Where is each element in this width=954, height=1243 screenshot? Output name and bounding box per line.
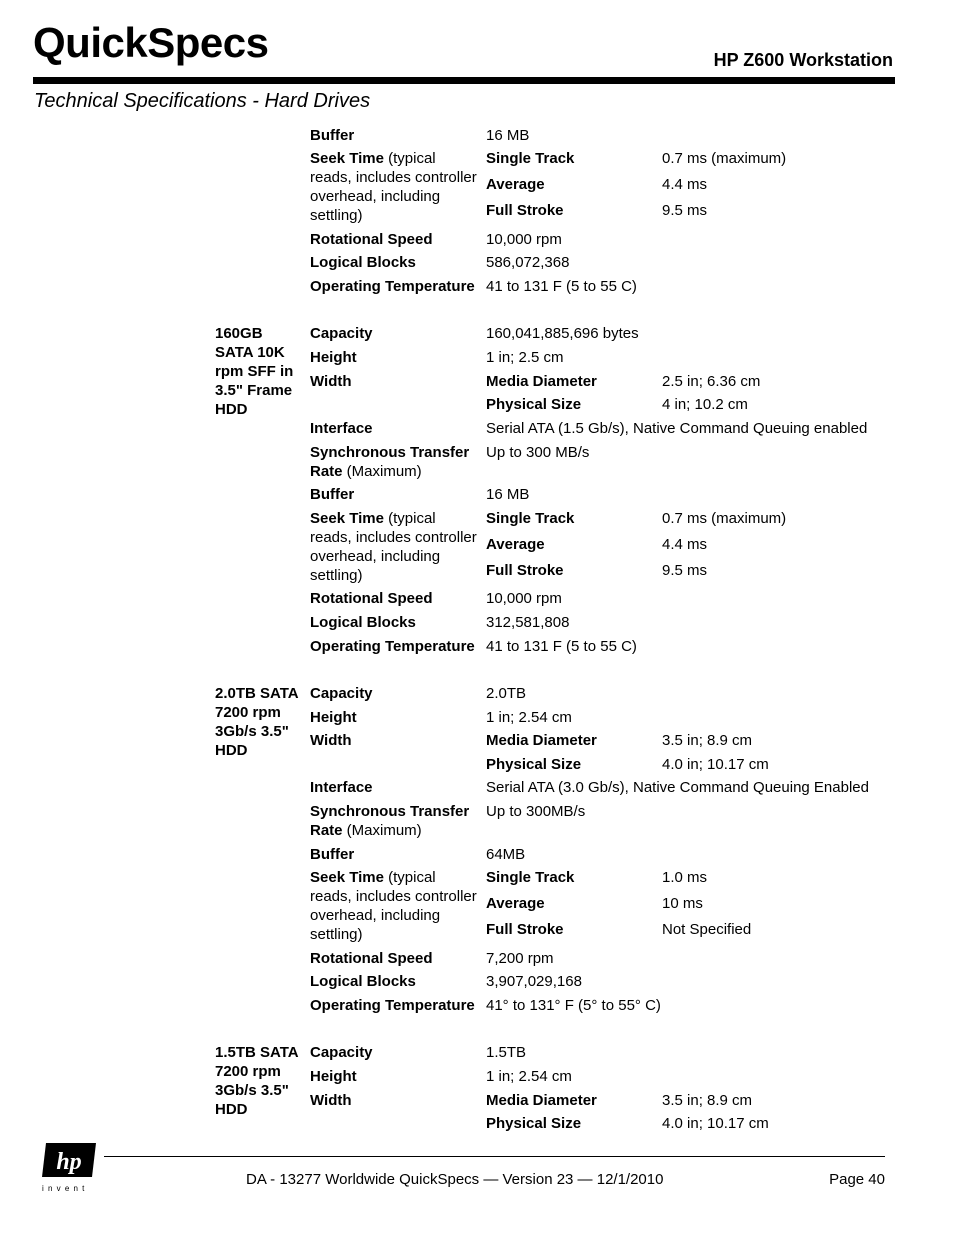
- product-name-line-2: SATA 10K: [215, 344, 285, 361]
- product-name-line-2: 7200 rpm: [215, 704, 281, 721]
- media-diameter-value: 2.5 in; 6.36 cm: [662, 373, 761, 390]
- sync-transfer-label: Synchronous Transfer: [310, 444, 470, 461]
- buffer-label: Buffer: [310, 846, 355, 863]
- width-label: Width: [310, 373, 352, 390]
- sync-transfer-label-2: [310, 462, 422, 481]
- logical-blocks-label: Logical Blocks: [310, 973, 416, 990]
- page-number: Page 40: [829, 1171, 885, 1188]
- product-name-line-3: 3Gb/s 3.5": [215, 723, 289, 740]
- operating-temp-value: 41 to 131 F (5 to 55 C): [486, 278, 637, 295]
- seek-time-title: Seek Time: [310, 869, 384, 886]
- seek-time-label: [310, 868, 436, 887]
- full-stroke-value: 9.5 ms: [662, 202, 708, 219]
- capacity-label: Capacity: [310, 325, 373, 342]
- capacity-label: Capacity: [310, 685, 373, 702]
- operating-temp-value: 41 to 131 F (5 to 55 C): [486, 638, 637, 655]
- logical-blocks-label: Logical Blocks: [310, 254, 416, 271]
- footer-rule: [104, 1156, 885, 1157]
- single-track-value: 0.7 ms (maximum): [662, 510, 787, 527]
- rotational-speed-label: Rotational Speed: [310, 950, 433, 967]
- seek-time-note-4: settling): [310, 207, 363, 224]
- seek-time-note: (typical: [383, 869, 436, 886]
- single-track-label: Single Track: [486, 510, 575, 527]
- buffer-value: 64MB: [486, 846, 526, 863]
- height-value: 1 in; 2.54 cm: [486, 1068, 572, 1085]
- seek-time-note-2: reads, includes controller: [310, 169, 477, 186]
- full-stroke-value: Not Specified: [662, 921, 752, 938]
- physical-size-value: 4 in; 10.2 cm: [662, 396, 748, 413]
- sync-transfer-value: Up to 300 MB/s: [486, 444, 590, 461]
- section-title: Technical Specifications - Hard Drives: [34, 90, 371, 112]
- product-name-line-1: 1.5TB SATA: [215, 1044, 299, 1061]
- capacity-value: 1.5TB: [486, 1044, 527, 1061]
- hp-logo-icon: [38, 1141, 100, 1181]
- rotational-speed-label: Rotational Speed: [310, 590, 433, 607]
- brand-title: QuickSpecs: [33, 19, 269, 66]
- rotational-speed-value: 7,200 rpm: [486, 950, 554, 967]
- capacity-value: 160,041,885,696 bytes: [486, 325, 639, 342]
- seek-time-label: [310, 509, 436, 528]
- sync-transfer-note: (Maximum): [342, 463, 422, 480]
- average-value: 4.4 ms: [662, 176, 708, 193]
- logo-text: hp: [56, 1149, 82, 1175]
- full-stroke-label: Full Stroke: [486, 921, 564, 938]
- average-value: 4.4 ms: [662, 536, 708, 553]
- buffer-value: 16 MB: [486, 486, 530, 503]
- single-track-label: Single Track: [486, 869, 575, 886]
- single-track-value: 1.0 ms: [662, 869, 708, 886]
- single-track-label: Single Track: [486, 150, 575, 167]
- product-name-line-3: rpm SFF in: [215, 363, 294, 380]
- header-rule: [33, 77, 895, 84]
- operating-temp-label: Operating Temperature: [310, 278, 475, 295]
- operating-temp-label: Operating Temperature: [310, 997, 475, 1014]
- seek-time-label: [310, 149, 436, 168]
- logical-blocks-value: 586,072,368: [486, 254, 570, 271]
- interface-value: Serial ATA (1.5 Gb/s), Native Command Queuing enabled: [486, 420, 868, 437]
- height-value: 1 in; 2.54 cm: [486, 709, 572, 726]
- height-label: Height: [310, 1068, 357, 1085]
- full-stroke-label: Full Stroke: [486, 562, 564, 579]
- buffer-label: Buffer: [310, 127, 355, 144]
- product-name-line-3: 3Gb/s 3.5": [215, 1082, 289, 1099]
- product-name-line-5: HDD: [215, 401, 248, 418]
- logical-blocks-value: 312,581,808: [486, 614, 570, 631]
- interface-label: Interface: [310, 420, 373, 437]
- sync-transfer-value: Up to 300MB/s: [486, 803, 586, 820]
- operating-temp-label: Operating Temperature: [310, 638, 475, 655]
- physical-size-label: Physical Size: [486, 396, 582, 413]
- capacity-label: Capacity: [310, 1044, 373, 1061]
- product-name-line-1: 2.0TB SATA: [215, 685, 299, 702]
- seek-time-note-3: overhead, including: [310, 188, 441, 205]
- rotational-speed-value: 10,000 rpm: [486, 231, 562, 248]
- height-label: Height: [310, 709, 357, 726]
- product-name-line-2: 7200 rpm: [215, 1063, 281, 1080]
- sync-transfer-note: (Maximum): [342, 822, 422, 839]
- physical-size-value: 4.0 in; 10.17 cm: [662, 756, 769, 773]
- product-name-line-4: HDD: [215, 1101, 248, 1118]
- sync-transfer-label: Synchronous Transfer: [310, 803, 470, 820]
- sync-transfer-label-2: [310, 821, 422, 840]
- physical-size-label: Physical Size: [486, 756, 582, 773]
- height-value: 1 in; 2.5 cm: [486, 349, 564, 366]
- full-stroke-label: Full Stroke: [486, 202, 564, 219]
- product-name-line-1: 160GB: [215, 325, 263, 342]
- rotational-speed-value: 10,000 rpm: [486, 590, 562, 607]
- product-model: HP Z600 Workstation: [713, 50, 893, 70]
- sync-transfer-rate-word: Rate: [310, 463, 343, 480]
- average-label: Average: [486, 176, 545, 193]
- capacity-value: 2.0TB: [486, 685, 527, 702]
- product-name-line-4: HDD: [215, 742, 248, 759]
- buffer-label: Buffer: [310, 486, 355, 503]
- footer-doc-info: DA - 13277 Worldwide QuickSpecs — Version 23 — 12/1/2010: [246, 1171, 664, 1188]
- physical-size-label: Physical Size: [486, 1115, 582, 1132]
- height-label: Height: [310, 349, 357, 366]
- logical-blocks-label: Logical Blocks: [310, 614, 416, 631]
- seek-time-title: Seek Time: [310, 510, 384, 527]
- sync-transfer-rate-word: Rate: [310, 822, 343, 839]
- seek-time-note-4: settling): [310, 926, 363, 943]
- seek-time-note-2: reads, includes controller: [310, 529, 477, 546]
- media-diameter-label: Media Diameter: [486, 1092, 597, 1109]
- width-label: Width: [310, 1092, 352, 1109]
- seek-time-note-2: reads, includes controller: [310, 888, 477, 905]
- product-name-line-4: 3.5" Frame: [215, 382, 293, 399]
- operating-temp-value: 41° to 131° F (5° to 55° C): [486, 997, 661, 1014]
- width-label: Width: [310, 732, 352, 749]
- media-diameter-value: 3.5 in; 8.9 cm: [662, 732, 753, 749]
- single-track-value: 0.7 ms (maximum): [662, 150, 787, 167]
- logo-tagline: invent: [42, 1184, 89, 1193]
- interface-value: Serial ATA (3.0 Gb/s), Native Command Queuing Enabled: [486, 779, 869, 796]
- seek-time-note: (typical: [383, 150, 436, 167]
- average-label: Average: [486, 536, 545, 553]
- media-diameter-label: Media Diameter: [486, 373, 597, 390]
- media-diameter-label: Media Diameter: [486, 732, 597, 749]
- average-value: 10 ms: [662, 895, 703, 912]
- physical-size-value: 4.0 in; 10.17 cm: [662, 1115, 769, 1132]
- average-label: Average: [486, 895, 545, 912]
- seek-time-note: (typical: [383, 510, 436, 527]
- logical-blocks-value: 3,907,029,168: [486, 973, 582, 990]
- rotational-speed-label: Rotational Speed: [310, 231, 433, 248]
- seek-time-note-4: settling): [310, 567, 363, 584]
- seek-time-note-3: overhead, including: [310, 907, 441, 924]
- interface-label: Interface: [310, 779, 373, 796]
- media-diameter-value: 3.5 in; 8.9 cm: [662, 1092, 753, 1109]
- seek-time-note-3: overhead, including: [310, 548, 441, 565]
- full-stroke-value: 9.5 ms: [662, 562, 708, 579]
- buffer-value: 16 MB: [486, 127, 530, 144]
- seek-time-title: Seek Time: [310, 150, 384, 167]
